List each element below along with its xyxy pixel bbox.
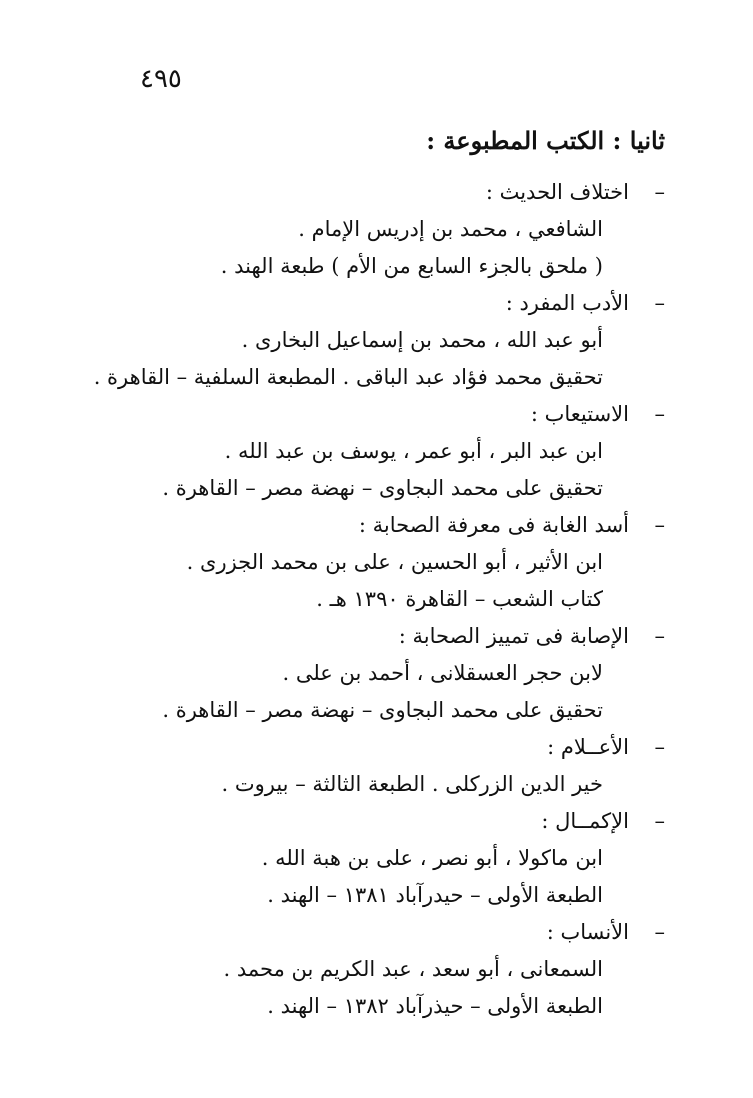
entry-title <box>65 803 665 840</box>
entry-dash: – <box>654 735 665 759</box>
entry-title-text: الأدب المفرد : <box>505 291 629 315</box>
entry-al-istiab <box>65 396 665 507</box>
entry-title <box>65 618 665 655</box>
entry-title <box>65 729 665 766</box>
entry-line: ابن الأثير ، أبو الحسين ، على بن محمد الجزرى . <box>186 550 603 574</box>
entry-title-text: الإصابة فى تمييز الصحابة : <box>398 624 629 648</box>
entry-dash: – <box>654 180 665 204</box>
entry-title <box>65 507 665 544</box>
bibliography-list <box>65 174 665 1025</box>
entry-line: ابن ماكولا ، أبو نصر ، على بن هبة الله . <box>261 846 603 870</box>
entry-line: أبو عبد الله ، محمد بن إسماعيل البخارى . <box>241 328 603 352</box>
entry-title <box>65 396 665 433</box>
entry-ikhtilaf-al-hadith <box>65 174 665 285</box>
entry-al-isaba <box>65 618 665 729</box>
section-heading: ثانيا : الكتب المطبوعة : <box>426 126 665 155</box>
entry-al-ikmal <box>65 803 665 914</box>
entry-line: خير الدين الزركلى . الطبعة الثالثة – بيروت . <box>221 772 603 796</box>
entry-title <box>65 174 665 211</box>
entry-dash: – <box>654 809 665 833</box>
entry-dash: – <box>654 291 665 315</box>
entry-title-text: الاستيعاب : <box>530 402 629 426</box>
entry-line: لابن حجر العسقلانى ، أحمد بن على . <box>282 661 603 685</box>
entry-dash: – <box>654 402 665 426</box>
entry-title-text: أسد الغابة فى معرفة الصحابة : <box>358 513 629 537</box>
entry-line: تحقيق على محمد البجاوى – نهضة مصر – القاهرة . <box>162 698 603 722</box>
entry-title-text: الإكمــال : <box>541 809 629 833</box>
entry-line: السمعانى ، أبو سعد ، عبد الكريم بن محمد . <box>223 957 603 981</box>
entry-dash: – <box>654 920 665 944</box>
entry-line: كتاب الشعب – القاهرة ١٣٩٠ هـ . <box>316 587 603 611</box>
entry-title-text: اختلاف الحديث : <box>485 180 629 204</box>
entry-line: الطبعة الأولى – حيذرآباد ١٣٨٢ – الهند . <box>267 994 603 1018</box>
entry-line: الشافعي ، محمد بن إدريس الإمام . <box>298 217 603 241</box>
entry-usd-al-ghaba <box>65 507 665 618</box>
entry-line: تحقيق على محمد البجاوى – نهضة مصر – القاهرة . <box>162 476 603 500</box>
entry-al-adab-al-mufrad <box>65 285 665 396</box>
entry-line: تحقيق محمد فؤاد عبد الباقى . المطبعة السلفية – القاهرة . <box>93 365 603 389</box>
entry-line: ابن عبد البر ، أبو عمر ، يوسف بن عبد الله . <box>224 439 603 463</box>
entry-title-text: الأنساب : <box>546 920 629 944</box>
entry-title <box>65 285 665 322</box>
entry-al-alam <box>65 729 665 803</box>
entry-dash: – <box>654 624 665 648</box>
page-number: ٤٩٥ <box>140 64 182 94</box>
entry-title <box>65 914 665 951</box>
entry-title-text: الأعــلام : <box>547 735 629 759</box>
entry-line: الطبعة الأولى – حيدرآباد ١٣٨١ – الهند . <box>267 883 603 907</box>
entry-line: ( ملحق بالجزء السابع من الأم ) طبعة الهند . <box>220 254 603 278</box>
entry-dash: – <box>654 513 665 537</box>
entry-al-ansab <box>65 914 665 1025</box>
